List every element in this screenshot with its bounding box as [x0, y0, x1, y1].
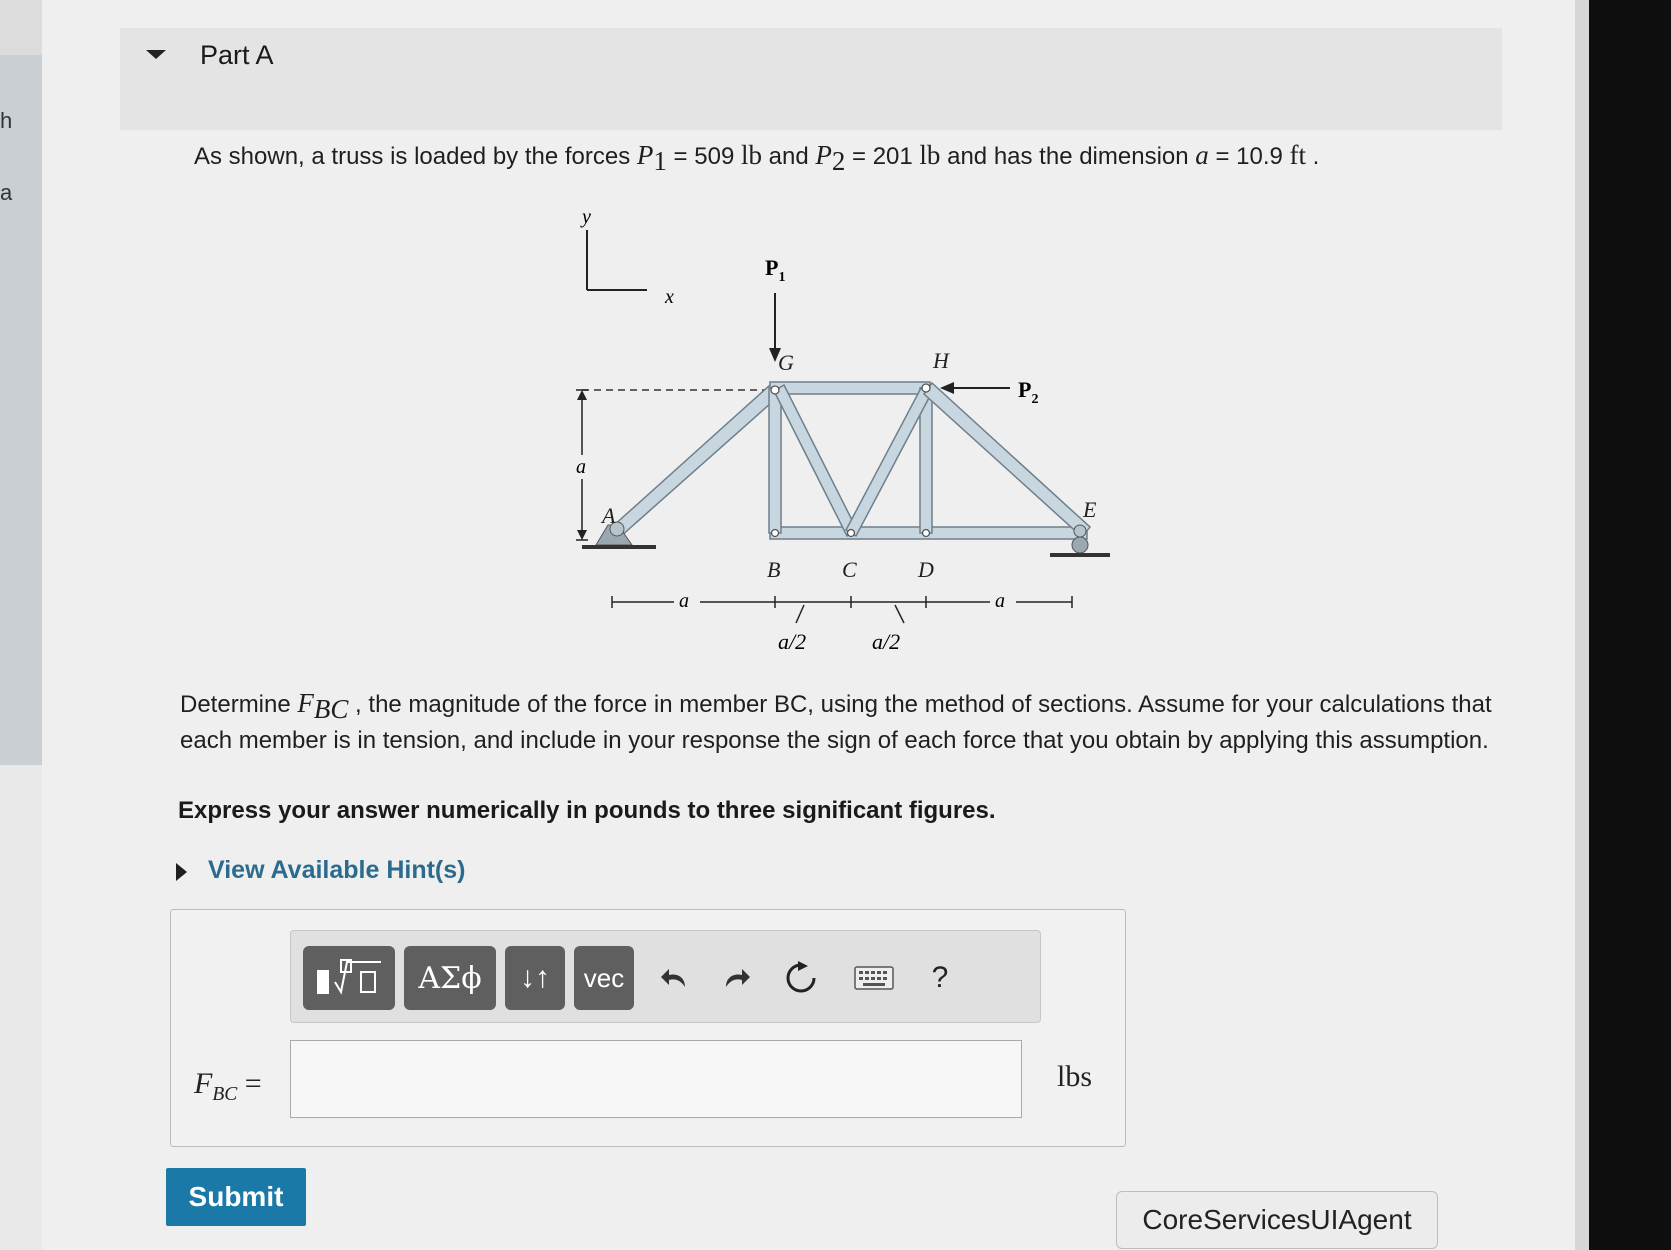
half-dimension-label: a/2: [872, 629, 901, 654]
undo-icon: [659, 963, 689, 993]
member-he: [924, 383, 1090, 537]
part-title[interactable]: Part A: [200, 40, 274, 70]
p2-subscript: 2: [831, 145, 846, 176]
p1-unit: lb: [740, 140, 762, 170]
problem-text: and: [761, 143, 816, 170]
p2-unit: lb: [919, 140, 941, 170]
problem-text: As shown, a truss is loaded by the forces: [194, 143, 637, 170]
height-dimension-label: a: [576, 456, 586, 478]
axis-y-label: y: [582, 206, 591, 228]
expand-caret-icon[interactable]: [176, 863, 187, 881]
half-dimension-label: a/2: [778, 629, 807, 654]
answer-input[interactable]: [290, 1040, 1022, 1118]
left-panel: [0, 55, 42, 765]
p2-symbol: P: [815, 140, 832, 170]
problem-statement: [194, 140, 1319, 177]
greek-symbols-button[interactable]: ΑΣϕ: [404, 946, 496, 1010]
node-c-label: C: [842, 557, 857, 582]
node-h-label: H: [933, 348, 949, 373]
p1-subscript: 1: [653, 145, 667, 176]
problem-text: and has the dimension: [940, 143, 1196, 170]
p1-symbol: P: [636, 140, 654, 170]
question-part: , the magnitude of the force in member BC, using the method of sections. Assume for your calculations that each member is in tension, and include in your response the sign of each force that you obtain by applying this assumption.: [180, 691, 1492, 754]
help-button[interactable]: ?: [931, 961, 949, 994]
left-text-fragment: a: [0, 180, 13, 205]
undo-button[interactable]: [646, 946, 701, 1010]
member-gb: [769, 388, 781, 533]
node-a-label: A: [602, 503, 616, 528]
node-g-label: G: [778, 350, 794, 375]
redo-icon: [722, 963, 752, 993]
span-dimension-right-label: a: [995, 590, 1005, 612]
answer-label-equals: =: [237, 1067, 262, 1100]
member-ag: [612, 385, 780, 537]
axes-icon: [587, 230, 647, 290]
a-symbol: a: [1195, 140, 1209, 170]
answer-units: lbs: [1057, 1060, 1093, 1093]
collapse-caret-icon[interactable]: [146, 50, 166, 59]
force-p1-label: $P_1$: [765, 255, 786, 285]
left-panel-top: [0, 0, 42, 55]
left-text-fragment: h: [0, 108, 13, 133]
member-gh: [770, 382, 930, 394]
vec-button[interactable]: vec: [574, 946, 634, 1010]
member-gc: [774, 385, 857, 536]
span-dimension-left-label: a: [679, 590, 689, 612]
node-e-label: E: [1083, 497, 1097, 522]
question-part: Determine: [180, 691, 298, 718]
p1-value: = 509: [666, 143, 741, 170]
answer-label-subscript: BC: [212, 1084, 238, 1105]
a-unit: ft: [1289, 140, 1307, 170]
truss-members: [612, 382, 1090, 539]
fbc-subscript: BC: [313, 693, 349, 724]
member-ch: [846, 388, 931, 536]
redo-button[interactable]: [709, 946, 764, 1010]
submit-button[interactable]: Submit: [166, 1168, 306, 1226]
sort-button[interactable]: ↓↑: [505, 946, 565, 1010]
reset-icon: [784, 961, 818, 995]
screen-bezel: [1589, 0, 1671, 1250]
node-b-label: B: [767, 557, 781, 582]
reset-button[interactable]: [773, 946, 828, 1010]
truss-diagram: [560, 205, 1120, 655]
force-p2-arrow-icon: [940, 382, 1010, 394]
force-p2-label: $P_2$: [1018, 377, 1039, 407]
answer-label: [194, 1067, 262, 1106]
node-d-label: D: [918, 557, 934, 582]
question-text: [180, 688, 1520, 756]
part-header[interactable]: [120, 28, 1502, 130]
a-value: = 10.9: [1208, 143, 1290, 170]
fbc-symbol: F: [297, 688, 314, 718]
template-button[interactable]: [303, 946, 395, 1010]
pin-support-a-icon: [582, 522, 656, 547]
math-toolbar: [290, 930, 1041, 1023]
axis-x-label: x: [665, 286, 674, 308]
answer-label-symbol: F: [194, 1067, 213, 1100]
answer-instructions: Express your answer numerically in pounds to three significant figures.: [178, 797, 996, 824]
window-edge: [1575, 0, 1589, 1250]
keyboard-icon: [854, 966, 894, 990]
p2-value: = 201: [845, 143, 920, 170]
view-hints-link[interactable]: View Available Hint(s): [208, 856, 466, 884]
agent-window-tab[interactable]: CoreServicesUIAgent: [1116, 1191, 1438, 1249]
problem-text: .: [1306, 143, 1320, 170]
keyboard-button[interactable]: [839, 946, 909, 1010]
template-icon: [313, 956, 385, 1000]
